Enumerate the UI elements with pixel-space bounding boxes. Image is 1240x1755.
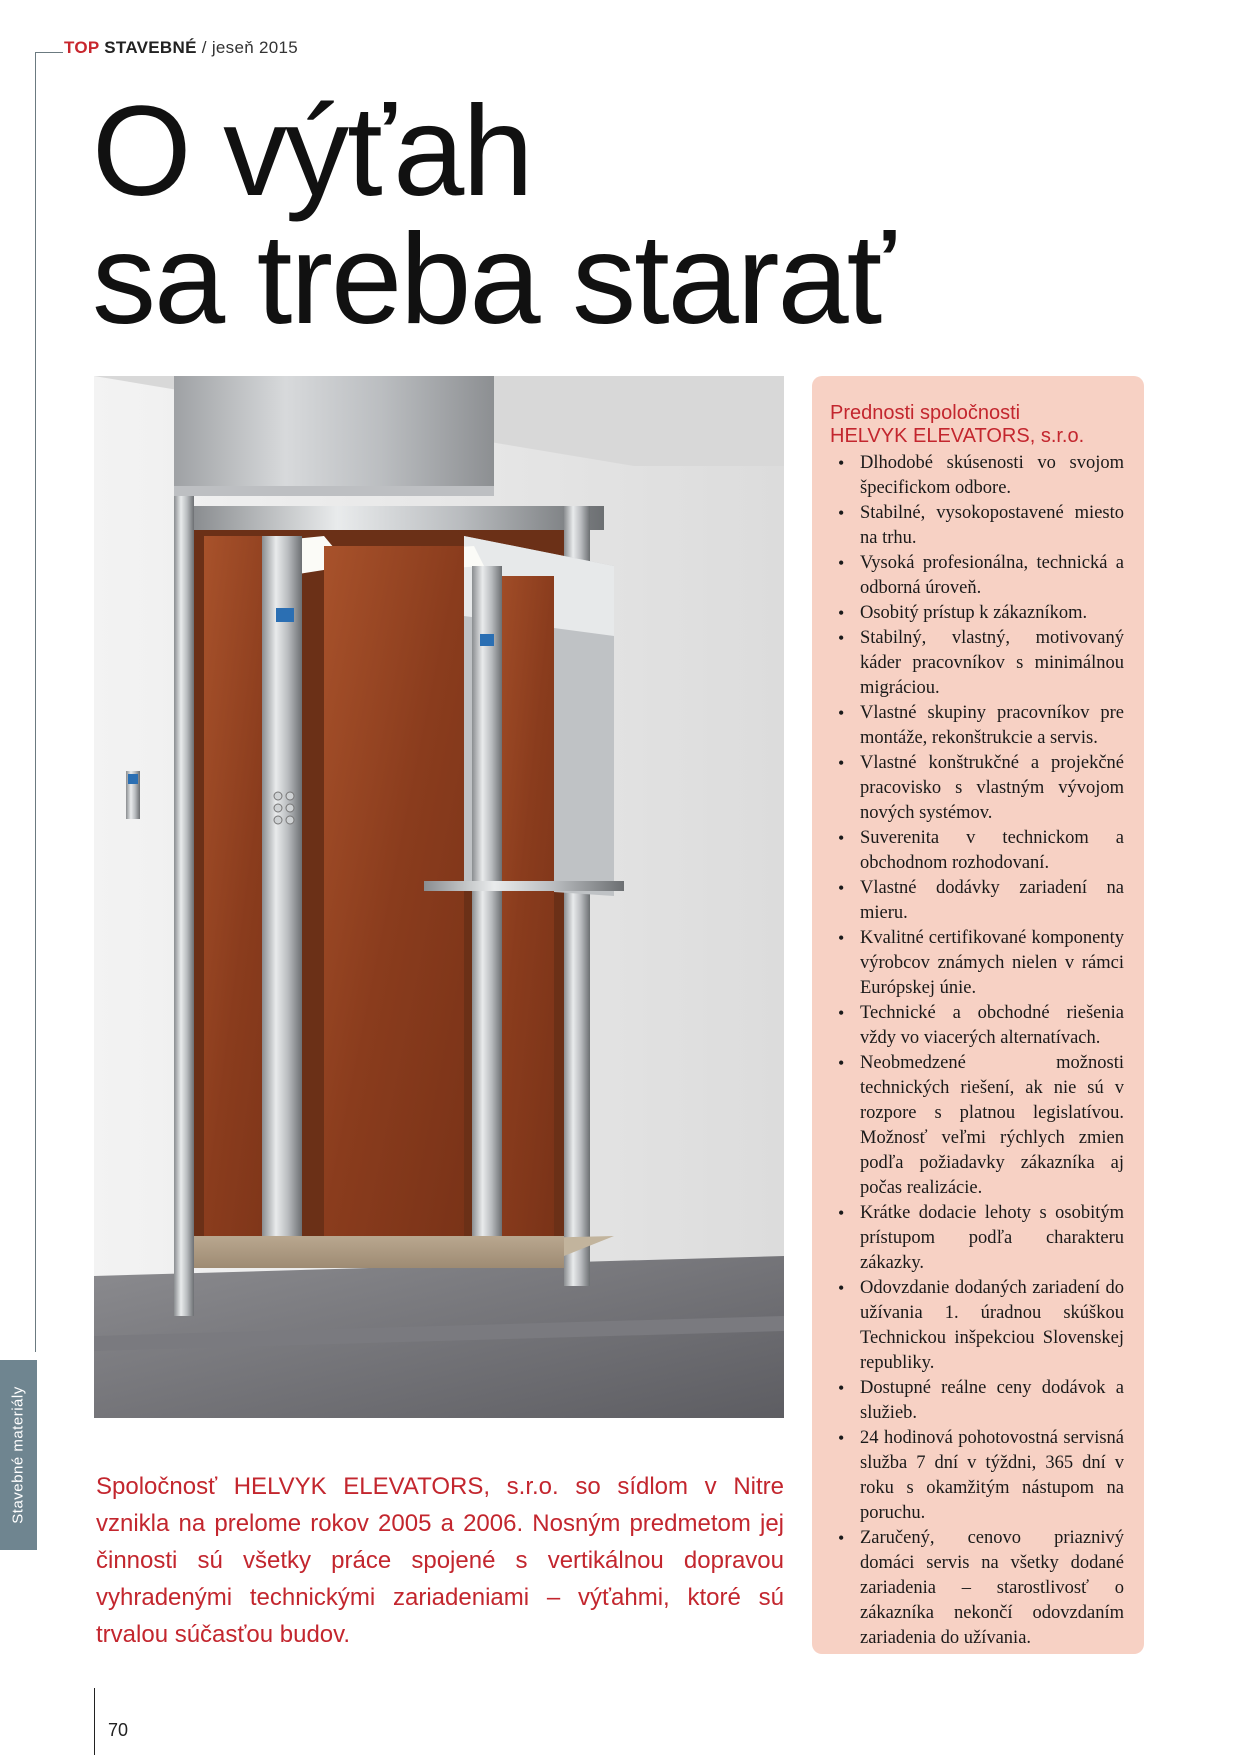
elevator-cabin-photo (94, 376, 784, 1418)
advantages-list-item: • Technické a obchodné riešenia vždy vo viacerých alternatívach. (824, 1001, 1124, 1051)
masthead-brand-top: TOP (64, 38, 100, 57)
advantages-list-item: • Neobmedzené možnosti technických riešení, ak nie sú v rozpore s platnou legislatívou. Možnosť veľmi rýchlych zmien podľa požiadavky zákazníka aj počas realizácie. (824, 1051, 1124, 1201)
article-title (92, 80, 893, 351)
intro-paragraph: Spoločnosť HELVYK ELEVATORS, s.r.o. so sídlom v Nitre vznikla na prelome rokov 2005 a 2006. Nosným predmetom jej činnosti sú všetky práce spojené s vertikálnou dopravou vyhradenými technickými zariadeniami – výťahmi, ktoré sú trvalou súčasťou budov. (96, 1473, 784, 1648)
advantages-list-item: • Vlastné skupiny pracovníkov pre montáže, rekonštrukcie a servis. (824, 701, 1124, 751)
section-tab-rule (36, 1360, 37, 1550)
section-tab-label: Stavebné materiály (9, 1386, 27, 1524)
advantages-title (830, 402, 1124, 448)
advantages-list-item: • Dostupné reálne ceny dodávok a služieb. (824, 1376, 1124, 1426)
margin-rule (35, 52, 36, 1352)
advantages-title-line-1: Prednosti spoločnosti (830, 402, 1021, 424)
advantages-list-item: • Vysoká profesionálna, technická a odborná úroveň. (824, 551, 1124, 601)
advantages-list-item: • Zaručený, cenovo priaznivý domáci servis na všetky dodané zariadenia – starostlivosť o zákazníka nekončí odovzdaním zariadenia do užívania. (824, 1526, 1124, 1651)
advantages-box (812, 376, 1144, 1654)
article-title-line-2: sa treba starať (92, 208, 893, 351)
advantages-list-item: • Kvalitné certifikované komponenty výrobcov známych nielen v rámci Európskej únie. (824, 926, 1124, 1001)
masthead (64, 38, 298, 58)
advantages-list-item: • Osobitý prístup k zákazníkom. (824, 601, 1124, 626)
article-title-line-1: O výťah (92, 80, 532, 223)
masthead-issue: jeseň 2015 (211, 38, 298, 57)
advantages-list-item: • Suverenita v technickom a obchodnom rozhodovaní. (824, 826, 1124, 876)
advantages-list-item: • Dlhodobé skúsenosti vo svojom špecifickom odbore. (824, 451, 1124, 501)
masthead-separator: / (201, 38, 207, 57)
masthead-brand-name: STAVEBNÉ (104, 38, 197, 57)
header-rule (35, 52, 63, 53)
advantages-list-item: • Stabilný, vlastný, motivovaný káder pracovníkov s minimálnou migráciou. (824, 626, 1124, 701)
page-number: 70 (108, 1720, 129, 1740)
advantages-list-item: • Krátke dodacie lehoty s osobitým prístupom podľa charakteru zákazky. (824, 1201, 1124, 1276)
advantages-list-item: • 24 hodinová pohotovostná servisná služba 7 dní v týždni, 365 dní v roku s okamžitým nástupom na poruchu. (824, 1426, 1124, 1526)
advantages-list-item: • Stabilné, vysokopostavené miesto na trhu. (824, 501, 1124, 551)
advantages-title-line-2: HELVYK ELEVATORS, s.r.o. (830, 425, 1085, 447)
advantages-list (824, 451, 1124, 1651)
advantages-list-item: • Vlastné konštrukčné a projekčné pracovisko s vlastným vývojom nových systémov. (824, 751, 1124, 826)
advantages-list-item: • Vlastné dodávky zariadení na mieru. (824, 876, 1124, 926)
advantages-list-item: • Odovzdanie dodaných zariadení do užívania 1. úradnou skúškou Technickou inšpekciou Slovenskej republiky. (824, 1276, 1124, 1376)
folio-rule (94, 1688, 95, 1755)
